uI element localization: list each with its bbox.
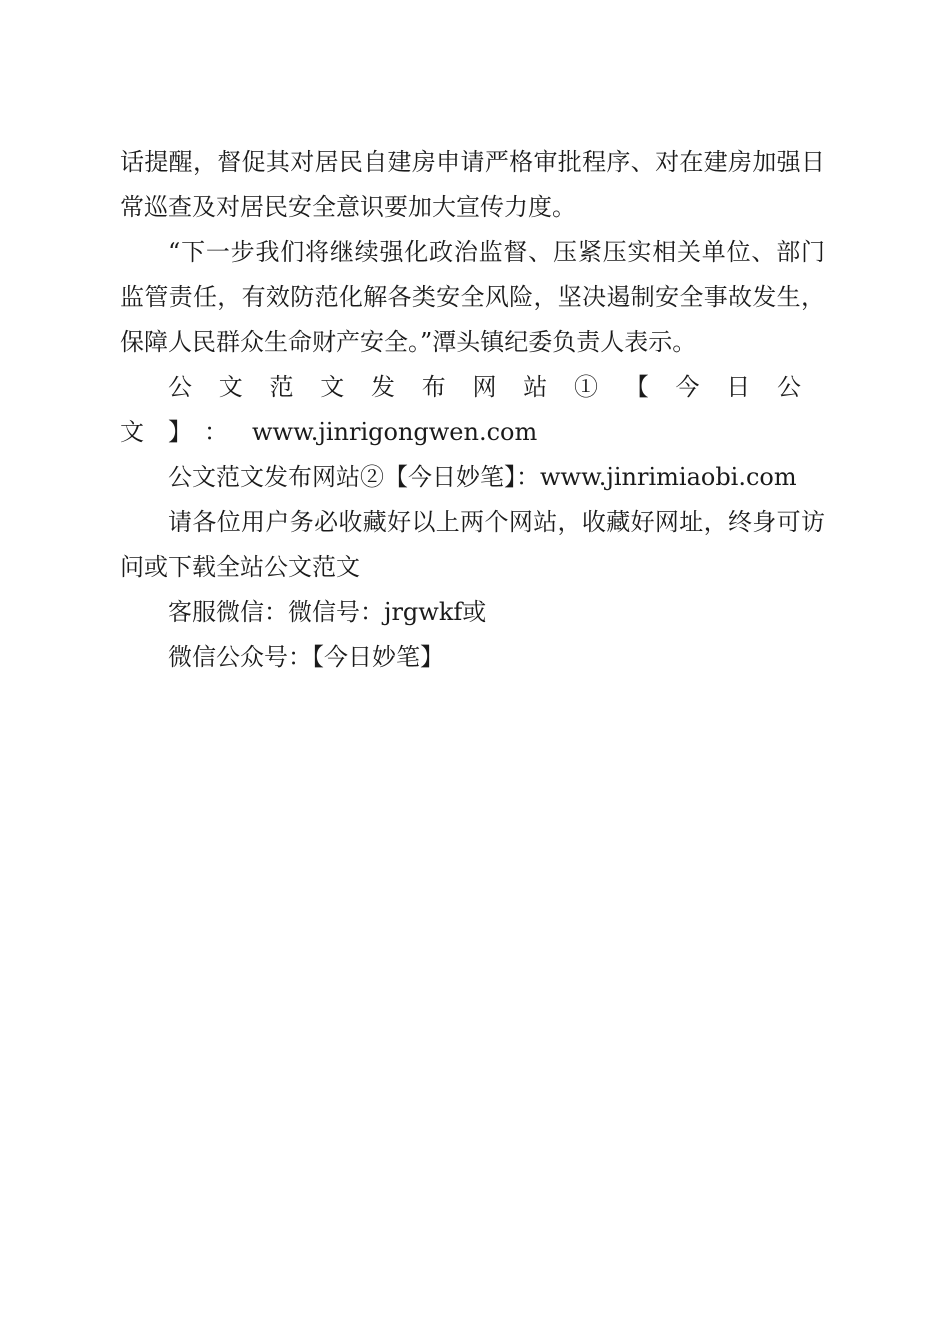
paragraph-continuation: 话提醒，督促其对居民自建房申请严格审批程序、对在建房加强日常巡查及对居民安全意识要加大宣传力度。 [120,148,825,221]
document-body [120,140,825,680]
site1-url: www.jinrigongwen.com [252,418,538,446]
site2-paragraph: 公文范文发布网站②【今日妙笔】：www.jinrimiaobi.com [168,463,797,491]
official-account: 微信公众号：【今日妙笔】 [168,643,444,671]
site1-paragraph [120,365,825,455]
service-wechat: 客服微信：微信号：jrgwkf或 [168,598,487,626]
notice-paragraph: 请各位用户务必收藏好以上两个网站，收藏好网址，终身可访问或下载全站公文范文 [120,508,825,581]
site1-label: 公文范文发布网站①【今日公文】： [120,373,825,446]
paragraph-quote: “下一步我们将继续强化政治监督、压紧压实相关单位、部门监管责任，有效防范化解各类安全风险，坚决遏制安全事故发生，保障人民群众生命财产安全。”潭头镇纪委负责人表示。 [120,238,825,356]
